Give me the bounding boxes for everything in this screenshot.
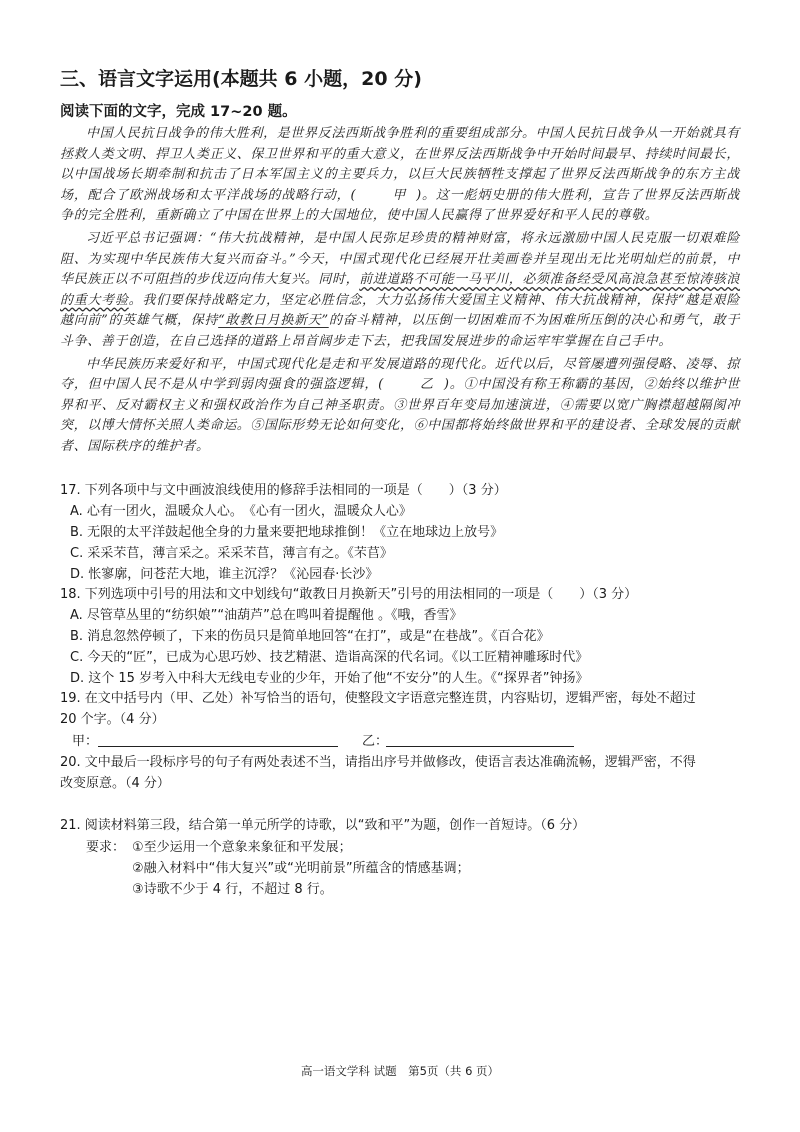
question-18-option-d: D. 这个 15 岁考入中科大无线电专业的少年，开始了他“不安分”的人生。《“探界者”钟扬》 bbox=[70, 671, 589, 686]
paragraph-2 bbox=[60, 229, 740, 353]
question-17-option-d: D. 怅寥廓，问苍茫大地，谁主沉浮？《沁园春·长沙》 bbox=[70, 567, 379, 582]
paragraph-2-text-a: 习近平总书记强调：“伟大抗战精神，是中国人民弥足珍贵的精神财富，将永远激励中国人民克服一切艰难险阻、为实现中华民族伟大复兴而奋斗。”今天，中国式现代化已经展开壮美画卷并呈现出无比光明灿烂的前景，中华民族正以不可阻挡的步伐迈向伟大复兴。同时， bbox=[60, 230, 740, 288]
requirements-list bbox=[132, 837, 732, 900]
paragraph-2-text-c: 的奋斗精神，以压倒一切困难而不为困难所压倒的决心和勇气，敢于斗争、善于创造，在自己选择的道路上昂首阔步走下去，把我国发展进步的命运牢牢掌握在自己手中。 bbox=[60, 313, 740, 349]
page-footer: 高一语文学科 试题 第5页（共 6 页） bbox=[300, 1064, 500, 1078]
requirement-item: ②融入材料中“伟大复兴”或“光明前景”所蕴含的情感基调； bbox=[132, 861, 470, 876]
question-20-line-1: 20. 文中最后一段标序号的句子有两处表述不当，请指出序号并做修改，使语言表达准确流畅，逻辑严密，不得 bbox=[60, 755, 696, 770]
paragraph-2-text-b: 。我们要保持战略定力，坚定必胜信念，大力弘扬伟大爱国主义精神、伟大抗战精神，保持“越是艰险越向前”的英雄气概，保持 bbox=[60, 292, 740, 329]
section-title: 三、语言文字运用(本题共 6 小题，20 分) bbox=[60, 68, 422, 90]
answer-line-jia[interactable] bbox=[98, 746, 338, 747]
answer-label-jia: 甲： bbox=[72, 734, 99, 749]
question-18-option-b: B. 消息忽然停顿了，下来的伤员只是简单地回答“在打”，或是“在巷战”。《百合花》 bbox=[70, 629, 550, 644]
paragraph-3-text-a: 中华民族历来爱好和平，中国式现代化是走和平发展道路的现代化。近代以后，尽管屡遭列强侵略、凌辱、掠夺，但中国人民不是从中学到弱肉强食的强盗逻辑，( bbox=[60, 356, 740, 393]
reading-passage bbox=[60, 124, 740, 458]
paragraph-1-text-b: )。这一彪炳史册的伟大胜利，宣告了世界反法西斯战争的完全胜利，重新确立了中国在世界上的大国地位，使中国人民赢得了世界爱好和平人民的尊敬。 bbox=[60, 187, 740, 224]
question-20-line-2: 改变原意。（4 分） bbox=[60, 776, 170, 791]
question-17 bbox=[60, 480, 750, 585]
question-19-line-1: 19. 在文中括号内（甲、乙处）补写恰当的语句，使整段文字语意完整连贯，内容贴切，逻辑严密，每处不超过 bbox=[60, 691, 696, 706]
underlined-quote: “敢教日月换新天” bbox=[218, 313, 329, 329]
question-18-option-a: A. 尽管草丛里的“纺织娘”“油葫芦”总在鸣叫着提醒他 。《哦，香雪》 bbox=[70, 608, 463, 623]
question-18-stem: 18. 下列选项中引号的用法和文中划线句“敢教日月换新天”引号的用法相同的一项是（ ）（3 分） bbox=[60, 587, 638, 602]
paragraph-3-text-b: )。①中国没有称王称霸的基因，②始终以维护世界和平、反对霸权主义和强权政治作为自己神圣职责。③世界百年变局加速演进，④需要以宽广胸襟超越隔阂冲突，以博大情怀关照人类命运。⑤国际形势无论如何变化，⑥中国都将始终做世界和平的建设者、全球发展的贡献者、国际秩序的维护者。 bbox=[60, 377, 741, 454]
question-21 bbox=[60, 815, 750, 836]
passage-intro: 阅读下面的文字，完成 17~20 题。 bbox=[60, 104, 297, 120]
blank-jia: 甲 bbox=[392, 187, 406, 203]
question-19-line-2: 20 个字。（4 分） bbox=[60, 712, 165, 727]
question-21-stem: 21. 阅读材料第三段，结合第一单元所学的诗歌，以“致和平”为题，创作一首短诗。（6 分） bbox=[60, 818, 586, 833]
question-17-option-c: C. 采采芣苢，薄言采之。采采芣苢，薄言有之。《芣苢》 bbox=[70, 546, 393, 561]
question-17-stem: 17. 下列各项中与文中画波浪线使用的修辞手法相同的一项是（ ）（3 分） bbox=[60, 483, 507, 498]
answer-line-yi[interactable] bbox=[386, 746, 574, 747]
blank-yi: 乙 bbox=[420, 377, 434, 393]
requirement-item: ①至少运用一个意象来象征和平发展； bbox=[132, 840, 352, 855]
question-20 bbox=[60, 752, 750, 794]
requirements-label: 要求： bbox=[86, 840, 126, 855]
paragraph-1 bbox=[60, 124, 740, 227]
requirement-item: ③诗歌不少于 4 行，不超过 8 行。 bbox=[132, 882, 333, 897]
answer-label-yi: 乙： bbox=[362, 734, 389, 749]
question-17-option-b: B. 无限的太平洋鼓起他全身的力量来要把地球推倒！《立在地球边上放号》 bbox=[70, 525, 504, 540]
question-18-option-c: C. 今天的“匠”，已成为心思巧妙、技艺精湛、造诣高深的代名词。《以工匠精神雕琢时代》 bbox=[70, 650, 589, 665]
wavy-underlined-sentence: 前进道路不可能一马平川，必须准备经受风高浪急甚至惊涛骇浪的重大考验 bbox=[60, 272, 741, 308]
paragraph-1-text-a: 中国人民抗日战争的伟大胜利，是世界反法西斯战争胜利的重要组成部分。中国人民抗日战争从一开始就具有拯救人类文明、捍卫人类正义、保卫世界和平的重大意义，在世界反法西斯战争中开始时间最早、持续时间最长，以中国战场长期牵制和抗击了日本军国主义的主要兵力，以巨大民族牺牲支撑起了世界反法西斯战争的东方主战场，配合了欧洲战场和太平洋战场的战略行动，( bbox=[60, 126, 741, 203]
question-19 bbox=[60, 688, 750, 730]
question-18 bbox=[60, 584, 750, 689]
question-17-option-a: A. 心有一团火，温暖众人心。 《心有一团火，温暖众人心》 bbox=[70, 504, 412, 519]
paragraph-3 bbox=[60, 355, 740, 458]
